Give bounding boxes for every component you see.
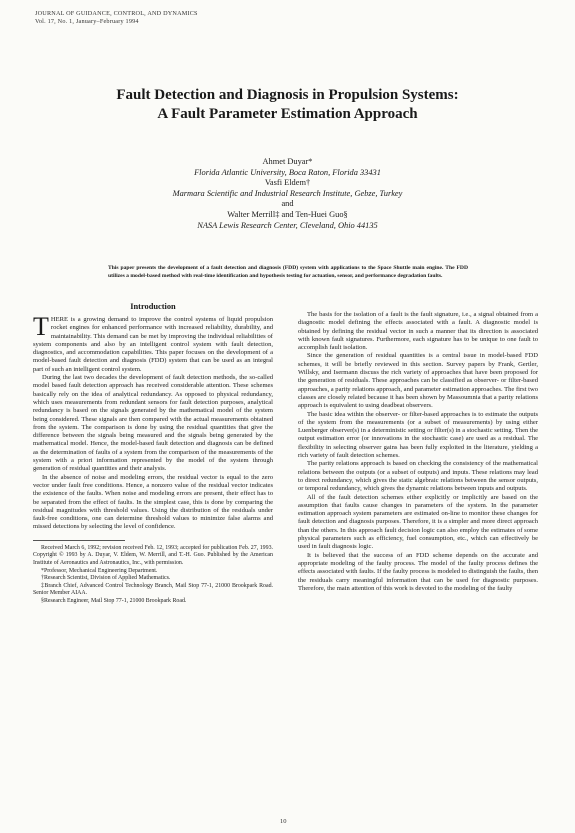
footnote: Received March 6, 1992; revision received Feb. 12, 1993; accepted for publication Feb. 27, 1993. Copyright © 1993 by A. Duyar, V. Eldem, W. Merrill, and T.-H. Guo. Published by the American Institute of Aeronautics and Astronautics, Inc., with permission. <box>33 544 273 566</box>
affiliation-1: Florida Atlantic University, Boca Raton, Florida 33431 <box>194 167 381 177</box>
author-2: Vasfi Eldem† <box>264 178 311 188</box>
affiliation-2: Marmara Scientific and Industrial Research Institute, Gebze, Turkey <box>172 188 403 198</box>
paragraph: Since the generation of residual quantities is a central issue in model-based FDD schemes, it will be briefly reviewed in this section. Survey papers by Frank, Gertler, Willsky, and Isermann discuss the rich variety of approaches that have been proposed for the generation of residuals. These approaches can be classified as observer- or filter-based approaches, a parity relations approach, and parameter estimation approaches. The first two classes are closely related because it has been shown by Massoumnia that a parity relations approach is equivalent to using deadbeat observers. <box>298 352 538 410</box>
abstract: This paper presents the development of a fault detection and diagnosis (FDD) system with applications to the Space Shuttle main engine. The FDD utilizes a model-based method with real-time identification and hypothesis testing for actuation, sensor, and performance degradation faults. <box>108 265 468 279</box>
paragraph: The parity relations approach is based on checking the consistency of the mathematical relations between the outputs (or a subset of outputs) and inputs. These relations may lead to direct redundancy, which gives the static algebraic relations between the sensor outputs, or temporal redundancy, which gives the dynamic relations between inputs and outputs. <box>298 460 538 493</box>
issue-info: Vol. 17, No. 1, January–February 1994 <box>35 18 139 25</box>
paragraph: The basis for the isolation of a fault is the fault signature, i.e., a signal obtained from a diagnostic model defining the effects associated with a fault. A diagnostic model is obtained by defining the residual vector in such a manner that its direction is associated with known fault signatures. Furthermore, each signature has to be unique to one fault to accomplish fault isolation. <box>298 311 538 352</box>
paragraph <box>33 312 273 374</box>
author-conjunction: and <box>281 199 294 209</box>
drop-cap: T <box>33 312 49 341</box>
page-number: 10 <box>280 818 287 825</box>
running-head <box>35 10 198 26</box>
paragraph: It is believed that the success of an FDD scheme depends on the accurate and appropriate modeling of the faulty process. The model of the faulty process defines the effects associated with faults. If the faulty process is modeled to distinguish the faults, then the residuals carry meaningful information that can be used for diagnostic purposes. Therefore, the main attention of this work is devoted to the modeling of the faulty <box>298 551 538 592</box>
title-line-2: A Fault Parameter Estimation Approach <box>157 106 418 122</box>
author-block <box>20 157 555 231</box>
footnote: ‡Branch Chief, Advanced Control Technology Branch, Mail Stop 77-1, 21000 Brookpark Road. Senior Member AIAA. <box>33 582 273 597</box>
paragraph-text: HERE is a growing demand to improve the control systems of liquid propulsion rocket engines for enhanced performance with increased reliability, durability, and maintainability. This demand can be met by improving the individual reliabilities of system components and also by an intelligent control system with fault detection, diagnostics, and accommodation capabilities. This paper focuses on the development of a model-based fault detection and diagnosis (FDD) system that can be used as an integral part of such an intelligent control system. <box>33 316 273 373</box>
paragraph: All of the fault detection schemes either explicitly or implicitly are based on the assumption that faults cause changes in parameters of the system. In the parameter estimation approach system parameters are estimated on-line to monitor these changes for fault detection and diagnosis purposes. Therefore, it is a simpler and more direct approach than the others. In this approach fault decision logic can also employ the estimates of some physical parameters such as efficiency, fuel consumption, etc., which can effectively be used in fault diagnosis logic. <box>298 493 538 551</box>
footnote-rule <box>33 540 125 541</box>
paper-title <box>20 86 555 124</box>
paragraph: During the last two decades the development of fault detection methods, the so-called model based fault detection approach has received considerable attention. These schemes basically rely on the idea of analytical redundancy. As opposed to physical redundancy, which uses measurements from redundant sensors for fault detection purposes, analytical redundancy is based on the signals generated by the mathematical model of the system being considered. These signals are then compared with the actual measurements obtained from the system. The comparison is done by using the residual quantities that give the difference between the signals being measured and the signals being generated by the mathematical model. Hence, the model-based fault detection and diagnosis can be defined as the determination of faults of a system from the comparison of the measurements of the system with a priori information represented by the model of the system through generation of residual quantities and their analysis. <box>33 374 273 473</box>
author-1: Ahmet Duyar* <box>262 157 313 166</box>
footnote: †Research Scientist, Division of Applied Mathematics. <box>41 575 171 582</box>
title-line-1: Fault Detection and Diagnosis in Propulsion Systems: <box>116 87 459 103</box>
section-heading-introduction: Introduction <box>130 302 176 311</box>
footnote: *Professor, Mechanical Engineering Department. <box>41 567 158 574</box>
author-3: Walter Merrill‡ and Ten-Huei Guo§ <box>227 209 348 219</box>
left-column <box>33 302 273 605</box>
footnotes <box>33 545 273 606</box>
footnote: §Research Engineer, Mail Stop 77-1, 21000 Brookpark Road. <box>41 597 187 604</box>
journal-name: JOURNAL OF GUIDANCE, CONTROL, AND DYNAMICS <box>35 10 198 17</box>
paragraph: In the absence of noise and modeling errors, the residual vector is equal to the zero vector under fault free conditions. Hence, a nonzero value of the residual vector indicates the existence of the faults. When noise and modeling errors are present, their effect has to be separated from the effect of faults. In the simplest case, this is done by comparing the residual magnitudes with threshold values. Using the distribution of the residuals under fault-free conditions, one can determine threshold values to minimize false alarms and missed detections by selecting the level of confidence. <box>33 473 273 531</box>
affiliation-3: NASA Lewis Research Center, Cleveland, Ohio 44135 <box>197 220 378 230</box>
right-column <box>298 311 538 593</box>
paragraph: The basic idea within the observer- or filter-based approaches is to estimate the outputs of the system from the measurements (or a subset of measurements) by using either Luenberger observer(s) in a deterministic setting or filter(s) in a stochastic setting. Then the output estimation error (or innovations in the stochastic case) are used as a residual. The flexibility in selecting observer gains has been fully exploited in the literature, yielding a rich variety of fault detection schemes. <box>298 410 538 460</box>
